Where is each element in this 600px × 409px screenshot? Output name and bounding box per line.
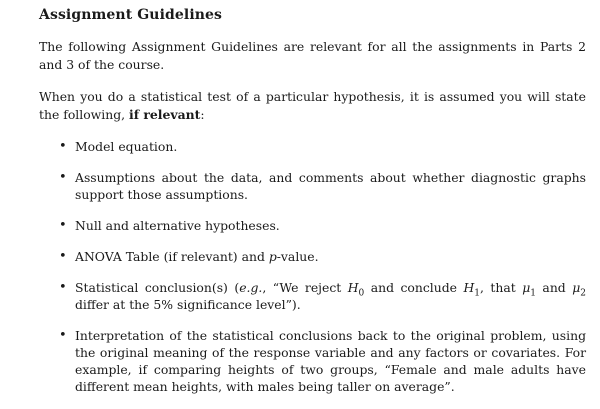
conclusion-eg: e.g.	[239, 280, 263, 295]
interpretation-text: Interpretation of the statistical conclusions back to the original problem, using the original meaning of the response variable and any factors or covariates. For example, if comparing heights of two groups, “Female and male adults have different mean heights, with males being taller on average”.	[75, 328, 586, 394]
conclusion-c: and conclude	[364, 280, 464, 295]
list-item-hypotheses	[39, 217, 586, 234]
conclusion-f: differ at the 5% significance level”).	[75, 297, 301, 312]
guideline-list	[39, 138, 586, 395]
list-item-assumptions	[39, 169, 586, 203]
bullet-icon: •	[59, 328, 67, 343]
alt-hypothesis-subscript: 1	[474, 288, 481, 299]
model-text: Model equation.	[75, 139, 178, 154]
lead-text: When you do a statistical test of a particular hypothesis, it is assumed you will state the following,	[39, 89, 586, 122]
conclusion-b: , “We reject	[262, 280, 348, 295]
bullet-icon: •	[59, 249, 67, 264]
page-title: Assignment Guidelines	[39, 7, 223, 23]
bullet-icon: •	[59, 139, 67, 154]
anova-text-end: -value.	[276, 249, 319, 264]
mu1-subscript: 1	[530, 288, 536, 299]
anova-text: ANOVA Table (if relevant) and	[75, 249, 269, 264]
lead-end: :	[200, 107, 205, 122]
list-item-model	[39, 138, 586, 155]
null-hypothesis-symbol: H	[347, 280, 359, 295]
mu2-subscript: 2	[580, 288, 586, 299]
bullet-icon: •	[59, 218, 67, 233]
intro-paragraph: The following Assignment Guidelines are relevant for all the assignments in Parts 2 and 3 of the course.	[39, 39, 586, 72]
guidelines-page	[39, 6, 586, 409]
anova-p: p	[268, 249, 277, 264]
lead-emphasis: if relevant	[129, 107, 201, 122]
list-item-conclusion	[39, 279, 586, 313]
mu1-symbol: μ	[522, 280, 531, 295]
assumptions-text: Assumptions about the data, and comments about whether diagnostic graphs support those assumptions.	[75, 170, 586, 202]
lead-paragraph	[39, 88, 586, 124]
alt-hypothesis-symbol: H	[463, 280, 475, 295]
bullet-icon: •	[59, 170, 67, 185]
hypotheses-text: Null and alternative hypotheses.	[75, 218, 280, 233]
list-item-interpretation	[39, 327, 586, 395]
null-hypothesis-subscript: 0	[358, 288, 365, 299]
conclusion-e: and	[535, 280, 573, 295]
conclusion-a: Statistical conclusion(s) (	[75, 280, 240, 295]
conclusion-d: , that	[480, 280, 523, 295]
list-item-anova	[39, 248, 586, 265]
bullet-icon: •	[59, 280, 67, 295]
mu2-symbol: μ	[572, 280, 581, 295]
